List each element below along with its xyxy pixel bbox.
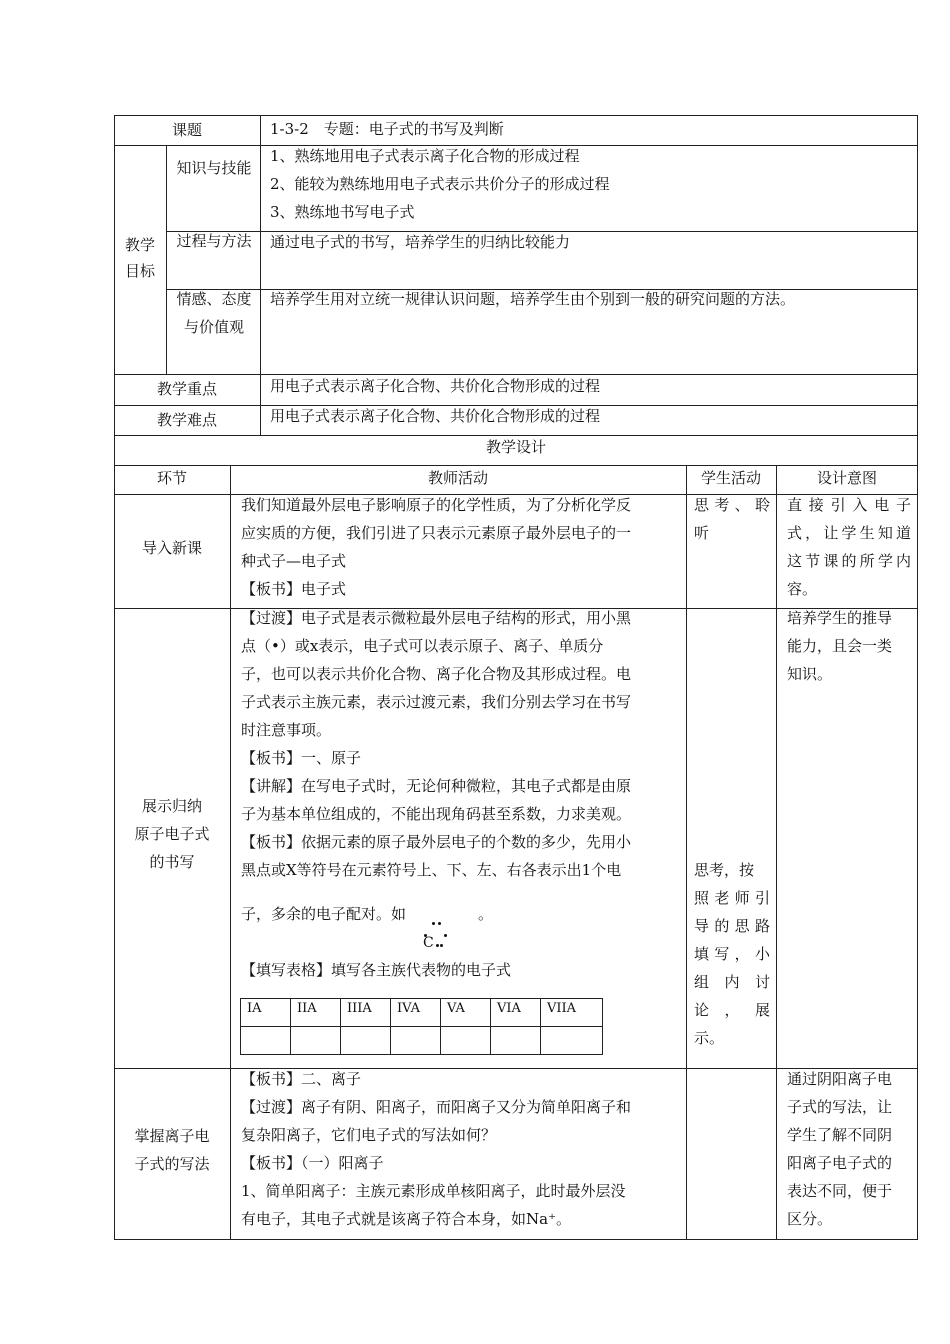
teacher-line: 【填写表格】填写各主族代表物的电子式	[241, 961, 512, 979]
intent-line: 知识。	[787, 665, 833, 683]
objective-line: 通过电子式的书写，培养学生的归纳比较能力	[270, 233, 571, 251]
teacher-line: 时注意事项。	[241, 721, 332, 739]
student-line: 思考、聆	[694, 496, 770, 514]
objectives-label: 教学目标	[124, 236, 155, 280]
objective-line: 培养学生用对立统一规律认识问题，培养学生由个别到一般的研究问题的方法。	[270, 290, 796, 308]
group-blank-cell[interactable]	[491, 1027, 541, 1055]
column-header-teacher: 教师活动	[427, 469, 488, 487]
column-header-student: 学生活动	[700, 469, 761, 487]
teacher-line: 【板书】二、离子	[241, 1070, 362, 1088]
student-line: 填写，小	[694, 945, 770, 963]
topic-value: 1-3-2 专题：电子式的书写及判断	[270, 120, 504, 138]
intent-line: 培养学生的推导	[787, 609, 893, 627]
student-line: 照老师引	[694, 889, 770, 907]
teacher-line: 。	[478, 905, 494, 923]
teacher-line: 复杂阳离子，它们电子式的写法如何？	[241, 1126, 497, 1144]
group-blank-cell[interactable]	[291, 1027, 341, 1055]
teacher-line: 子，多余的电子配对。如	[241, 905, 407, 923]
group-blank-cell[interactable]	[391, 1027, 441, 1055]
group-fill-table	[240, 998, 603, 1055]
intent-line: 通过阴阳离子电	[787, 1070, 893, 1088]
group-header: IIA	[291, 999, 341, 1027]
teacher-line: 子式表示主族元素，表示过渡元素，我们分别去学习在书写	[241, 693, 632, 711]
intent-line: 子式的写法，让	[787, 1098, 893, 1116]
group-header: VA	[441, 999, 491, 1027]
objective-category-process: 过程与方法	[176, 232, 252, 250]
intent-line: 阳离子电子式的	[787, 1154, 893, 1172]
group-header: IIIA	[341, 999, 391, 1027]
teacher-line: 【板书】一、原子	[241, 749, 362, 767]
objective-line: 3、熟练地书写电子式	[270, 203, 415, 221]
teacher-line: 种式子—电子式	[241, 552, 347, 570]
group-header: IA	[241, 999, 291, 1027]
teacher-line: 黑点或X等符号在元素符号上、下、左、右各表示出1个电	[241, 861, 622, 879]
design-title: 教学设计	[485, 438, 546, 456]
intent-line: 区分。	[787, 1210, 833, 1228]
student-line: 听	[694, 524, 710, 542]
teacher-line: 【板书】依据元素的原子最外层电子的个数的多少，先用小	[241, 833, 632, 851]
intent-line: 这节课的所学内	[787, 552, 911, 570]
difficulty-label: 教学难点	[156, 411, 217, 429]
teacher-line: 点（•）或x表示，电子式可以表示原子、离子、单质分	[241, 637, 604, 655]
student-line: 论，展	[694, 1001, 770, 1019]
group-blank-cell[interactable]	[241, 1027, 291, 1055]
intent-line: 容。	[787, 580, 818, 598]
key-point-label: 教学重点	[156, 380, 217, 398]
student-line: 思考，按	[694, 861, 755, 879]
intent-line: 式，让学生知道	[787, 524, 911, 542]
stage-label-line: 原子电子式	[134, 825, 210, 843]
intent-line: 学生了解不同阴	[787, 1126, 893, 1144]
intent-line: 表达不同，便于	[787, 1182, 893, 1200]
teacher-line: 【板书】（一）阳离子	[241, 1154, 384, 1172]
stage-label-line: 子式的写法	[134, 1155, 210, 1173]
group-blank-cell[interactable]	[341, 1027, 391, 1055]
stage-label: 导入新课	[141, 539, 202, 557]
teacher-line: 【过渡】电子式是表示微粒最外层电子结构的形式，用小黑	[241, 609, 632, 627]
student-line: 导的思路	[694, 917, 770, 935]
teacher-line: 【过渡】离子有阴、阳离子，而阳离子又分为简单阳离子和	[241, 1098, 632, 1116]
intent-line: 能力，且会一类	[787, 637, 893, 655]
teacher-line: 【讲解】在写电子式时，无论何种微粒，其电子式都是由原	[241, 777, 632, 795]
element-symbol: C	[423, 935, 434, 951]
teacher-line: 【板书】电子式	[241, 580, 347, 598]
teacher-line: 子，也可以表示共价化合物、离子化合物及其形成过程。电	[241, 665, 632, 683]
objective-line: 1、熟练地用电子式表示离子化合物的形成过程	[270, 147, 580, 165]
column-header-intent: 设计意图	[816, 469, 877, 487]
teacher-line: 有电子，其电子式就是该离子符合本身，如Na⁺。	[241, 1210, 571, 1228]
group-header: VIIA	[541, 999, 603, 1027]
group-blank-cell[interactable]	[441, 1027, 491, 1055]
column-header-stage: 环节	[156, 469, 187, 487]
stage-label-line: 掌握离子电	[134, 1127, 210, 1145]
intent-line: 直接引入电子	[787, 496, 911, 514]
student-line: 组内讨	[694, 973, 770, 991]
teacher-line: 我们知道最外层电子影响原子的化学性质，为了分析化学反	[241, 496, 632, 514]
teacher-line: 子为基本单位组成的，不能出现角码甚至系数，力求美观。	[241, 805, 632, 823]
objective-category-attitude: 情感、态度与价值观	[176, 290, 252, 336]
difficulty-value: 用电子式表示离子化合物、共价化合物形成的过程	[270, 407, 601, 425]
group-header: VIA	[491, 999, 541, 1027]
teacher-line: 应实质的方便，我们引进了只表示元素原子最外层电子的一	[241, 524, 632, 542]
group-header: IVA	[391, 999, 441, 1027]
stage-label-line: 展示归纳	[141, 797, 202, 815]
key-point-value: 用电子式表示离子化合物、共价化合物形成的过程	[270, 377, 601, 395]
objective-line: 2、能较为熟练地用电子式表示共价分子的形成过程	[270, 175, 610, 193]
student-line: 示。	[694, 1029, 725, 1047]
topic-label: 课题	[171, 121, 202, 139]
teacher-line: 1、简单阳离子：主族元素形成单核阳离子，此时最外层没	[241, 1182, 626, 1200]
group-blank-cell[interactable]	[541, 1027, 603, 1055]
stage-label-line: 的书写	[149, 853, 195, 871]
objective-category-knowledge: 知识与技能	[176, 159, 252, 177]
